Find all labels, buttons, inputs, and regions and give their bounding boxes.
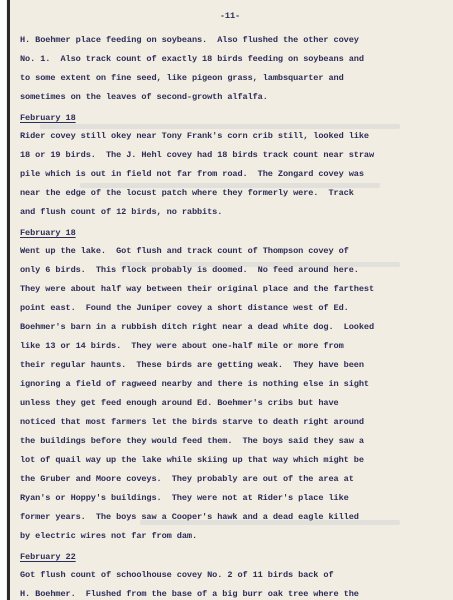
text-line: the Gruber and Moore coveys. They probably are out of the area at xyxy=(20,474,354,484)
text-line: Went up the lake. Got flush and track count of Thompson covey of xyxy=(20,246,349,256)
left-margin-rule xyxy=(7,0,10,600)
entry-text xyxy=(20,31,440,107)
text-line: like 13 or 14 birds. They were about one-half mile or more from xyxy=(20,341,344,351)
text-line: H. Boehmer. Flushed from the base of a big burr oak tree where the xyxy=(20,589,359,599)
text-line: No. 1. Also track count of exactly 18 birds feeding on soybeans and xyxy=(20,54,364,64)
text-line: Got flush count of schoolhouse covey No. 2 of 11 birds back of xyxy=(20,570,334,580)
text-line: Ryan's or Hoppy's buildings. They were not at Rider's place like xyxy=(20,493,349,503)
text-line: Boehmer's barn in a rubbish ditch right near a dead white dog. Looked xyxy=(20,322,374,332)
text-line: by electric wires not far from dam. xyxy=(20,531,197,541)
text-line: ignoring a field of ragweed nearby and there is nothing else in sight xyxy=(20,379,369,389)
text-line: lot of quail way up the lake while skiing up that way which might be xyxy=(20,455,364,465)
entry-text xyxy=(20,242,440,546)
document-body xyxy=(20,8,440,600)
text-line: sometimes on the leaves of second-growth alfalfa. xyxy=(20,92,268,102)
entry-feb-18-b xyxy=(20,222,440,546)
text-line: They were about half way between their original place and the farthest xyxy=(20,284,374,294)
text-line: Rider covey still okey near Tony Frank's corn crib still, looked like xyxy=(20,131,369,141)
entry-date-heading: February 22 xyxy=(20,552,76,562)
entry-date-heading: February 18 xyxy=(20,228,76,238)
entry-feb-22 xyxy=(20,546,440,600)
text-line: pile which is out in field not far from road. The Zongard covey was xyxy=(20,169,364,179)
entry-text xyxy=(20,127,440,222)
text-line: only 6 birds. This flock probably is doomed. No feed around here. xyxy=(20,265,359,275)
entry-continued xyxy=(20,31,440,107)
text-line: the buildings before they would feed them. The boys said they saw a xyxy=(20,436,364,446)
text-line: their regular haunts. These birds are getting weak. They have been xyxy=(20,360,364,370)
text-line: point east. Found the Juniper covey a short distance west of Ed. xyxy=(20,303,349,313)
text-line: and flush count of 12 birds, no rabbits. xyxy=(20,207,223,217)
text-line: 18 or 19 birds. The J. Hehl covey had 18 birds track count near straw xyxy=(20,150,374,160)
page-left-edge xyxy=(0,0,6,600)
page-number: -11- xyxy=(219,11,241,21)
text-line: unless they get feed enough around Ed. Boehmer's cribs but have xyxy=(20,398,339,408)
text-line: H. Boehmer place feeding on soybeans. Also flushed the other covey xyxy=(20,35,359,45)
text-line: to some extent on fine seed, like pigeon grass, lambsquarter and xyxy=(20,73,344,83)
text-line: noticed that most farmers let the birds starve to death right around xyxy=(20,417,364,427)
entry-date-heading: February 18 xyxy=(20,113,76,123)
entry-feb-18-a xyxy=(20,107,440,222)
text-line: former years. The boys saw a Cooper's hawk and a dead eagle killed xyxy=(20,512,359,522)
text-line: near the edge of the locust patch where they formerly were. Track xyxy=(20,188,354,198)
entry-text xyxy=(20,566,440,600)
